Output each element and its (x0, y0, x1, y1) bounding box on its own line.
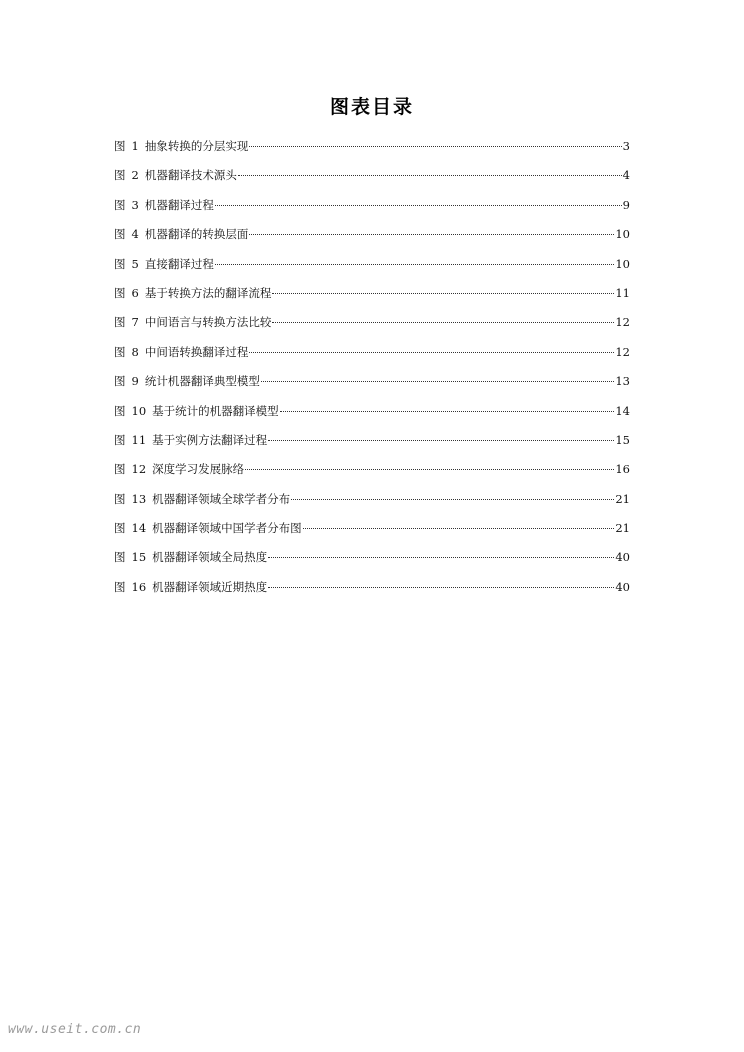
dot-leader (280, 411, 615, 412)
figure-number: 1 (131, 139, 139, 153)
figure-caption: 中间语言与转换方法比较 (144, 315, 272, 330)
figure-caption: 机器翻译领域全局热度 (152, 550, 268, 565)
toc-entry-label (114, 136, 248, 156)
figure-prefix: 图 (114, 521, 126, 536)
figure-caption: 直接翻译过程 (144, 256, 214, 271)
figure-number: 5 (131, 256, 139, 271)
figure-number: 6 (131, 285, 139, 300)
toc-entry[interactable] (114, 489, 630, 518)
toc-entry-label (114, 577, 267, 597)
figure-prefix: 图 (114, 491, 126, 506)
toc-entry-label (114, 195, 214, 215)
figure-number: 13 (131, 491, 147, 506)
dot-leader (249, 352, 614, 353)
dot-leader (268, 557, 614, 558)
figure-number: 3 (131, 197, 139, 212)
toc-entry-label (114, 371, 260, 391)
toc-entry-label (114, 254, 214, 274)
figure-caption: 机器翻译技术源头 (144, 168, 237, 183)
figure-prefix: 图 (114, 285, 126, 300)
toc-entry[interactable] (114, 283, 630, 312)
dot-leader (272, 322, 614, 323)
toc-entry[interactable] (114, 224, 630, 253)
figure-caption: 统计机器翻译典型模型 (144, 374, 260, 389)
watermark: www.useit.com.cn (8, 1022, 142, 1037)
toc-entry-label (114, 430, 267, 450)
dot-leader (249, 234, 614, 235)
figure-prefix: 图 (114, 579, 126, 594)
page-number: 9 (622, 197, 630, 212)
toc-entry[interactable] (114, 371, 630, 400)
toc-entry[interactable] (114, 195, 630, 224)
page-number: 10 (615, 227, 630, 242)
toc-entry[interactable] (114, 342, 630, 371)
toc-entry[interactable] (114, 577, 630, 606)
figure-number: 4 (131, 227, 139, 242)
toc-entry-label (114, 312, 271, 332)
figure-prefix: 图 (114, 227, 126, 242)
toc-entry-label (114, 283, 271, 303)
toc-entry[interactable] (114, 165, 630, 194)
page-number: 4 (622, 168, 630, 183)
page-number: 16 (615, 462, 630, 477)
toc-entry[interactable] (114, 254, 630, 283)
page-number: 11 (615, 285, 630, 300)
figure-caption: 机器翻译的转换层面 (144, 227, 249, 242)
figure-number: 2 (131, 168, 139, 183)
toc-entry-label (114, 459, 244, 479)
figure-caption: 基于实例方法翻译过程 (152, 432, 268, 447)
figure-prefix: 图 (114, 197, 126, 212)
dot-leader (303, 528, 615, 529)
figure-prefix: 图 (114, 344, 126, 359)
figure-prefix: 图 (114, 256, 126, 271)
dot-leader (215, 264, 615, 265)
figure-number: 14 (131, 521, 147, 536)
page-number: 14 (615, 403, 630, 418)
toc-entry-label (114, 342, 248, 362)
page-number: 15 (615, 432, 630, 447)
figure-caption: 深度学习发展脉络 (152, 462, 245, 477)
figure-number: 11 (131, 432, 147, 447)
toc-entry-label (114, 165, 237, 185)
page-number: 13 (615, 374, 630, 389)
figure-prefix: 图 (114, 432, 126, 447)
figure-prefix: 图 (114, 139, 126, 153)
dot-leader (268, 440, 614, 441)
figure-caption: 机器翻译领域中国学者分布图 (152, 521, 302, 536)
toc-entry[interactable] (114, 430, 630, 459)
figure-number: 12 (131, 462, 147, 477)
figure-prefix: 图 (114, 168, 126, 183)
toc-entry-label (114, 224, 248, 244)
figure-caption: 机器翻译领域全球学者分布 (152, 491, 291, 506)
toc-entry-label (114, 489, 290, 509)
toc-entry[interactable] (114, 136, 630, 165)
page-number: 12 (615, 344, 630, 359)
figure-caption: 基于转换方法的翻译流程 (144, 285, 272, 300)
dot-leader (261, 381, 615, 382)
toc-entry-label (114, 518, 302, 538)
dot-leader (272, 293, 614, 294)
page-number: 40 (615, 550, 630, 565)
page-number: 40 (615, 579, 630, 594)
figure-prefix: 图 (114, 315, 126, 330)
figure-caption: 机器翻译领域近期热度 (152, 579, 268, 594)
figure-prefix: 图 (114, 550, 126, 565)
page-number: 3 (622, 139, 630, 153)
toc-entry[interactable] (114, 401, 630, 430)
toc-entry-label (114, 547, 267, 567)
figure-number: 7 (131, 315, 139, 330)
figure-number: 8 (131, 344, 139, 359)
page-number: 21 (615, 521, 630, 536)
dot-leader (249, 146, 621, 147)
dot-leader (268, 587, 614, 588)
figure-prefix: 图 (114, 374, 126, 389)
page-number: 21 (615, 491, 630, 506)
figure-number: 9 (131, 374, 139, 389)
toc-entry[interactable] (114, 547, 630, 576)
dot-leader (245, 469, 614, 470)
figure-number: 15 (131, 550, 147, 565)
figure-number: 10 (131, 403, 147, 418)
figure-caption: 基于统计的机器翻译模型 (152, 403, 279, 418)
toc-entry[interactable] (114, 459, 630, 488)
page-number: 12 (615, 315, 630, 330)
dot-leader (291, 499, 614, 500)
figure-prefix: 图 (114, 403, 126, 418)
figure-caption: 抽象转换的分层实现 (144, 139, 249, 153)
figure-prefix: 图 (114, 462, 126, 477)
toc-entry[interactable] (114, 518, 630, 547)
dot-leader (215, 205, 622, 206)
figure-caption: 机器翻译过程 (144, 197, 214, 212)
figure-list (114, 136, 630, 606)
toc-entry[interactable] (114, 312, 630, 341)
page-number: 10 (615, 256, 630, 271)
dot-leader (238, 175, 622, 176)
figure-number: 16 (131, 579, 147, 594)
figure-caption: 中间语转换翻译过程 (144, 344, 249, 359)
page-title: 图表目录 (329, 96, 414, 118)
toc-entry-label (114, 401, 279, 421)
